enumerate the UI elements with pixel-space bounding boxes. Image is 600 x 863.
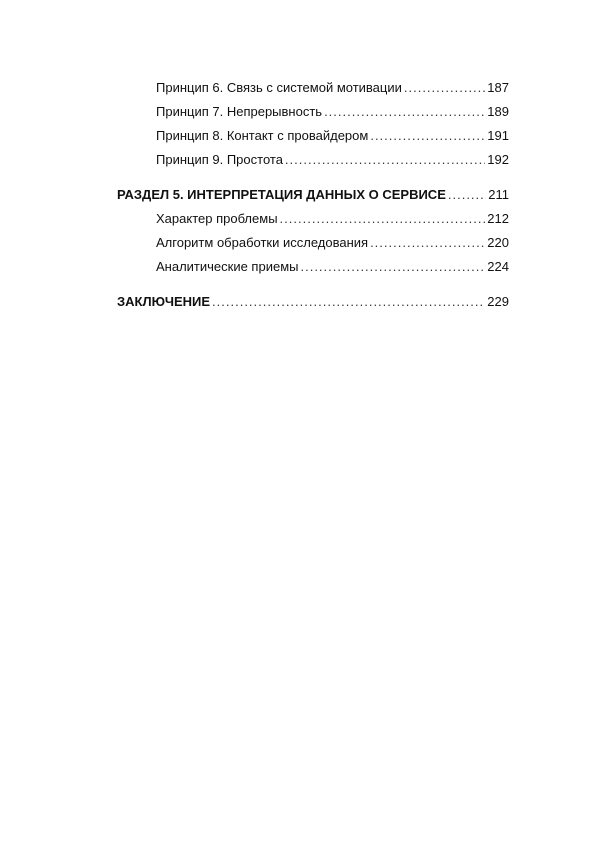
- toc-entry-title: Характер проблемы: [156, 211, 278, 226]
- toc-entry-title: Принцип 6. Связь с системой мотивации: [156, 80, 402, 95]
- toc-entry-title: Принцип 7. Непрерывность: [156, 104, 323, 119]
- toc-entry-principle-8: [156, 128, 509, 144]
- dot-leader: [280, 211, 486, 227]
- toc-page-number: 212: [487, 211, 509, 226]
- toc-entry-principle-6: [156, 80, 509, 96]
- toc-entry-section-5: [117, 187, 509, 203]
- toc-entry-title: Алгоритм обработки исследования: [156, 235, 369, 250]
- dot-leader: [300, 259, 485, 275]
- toc-page-number: 220: [487, 235, 509, 250]
- dot-leader: [404, 80, 485, 96]
- toc-entry-principle-7: [156, 104, 509, 120]
- toc-page-number: 191: [487, 128, 509, 143]
- dot-leader: [370, 235, 485, 251]
- dot-leader: [285, 152, 485, 168]
- toc-page-number: 229: [487, 294, 509, 309]
- toc-entry-problem-nature: [156, 211, 509, 227]
- toc-page-number: 192: [487, 152, 509, 167]
- toc-page-number: 224: [487, 259, 509, 274]
- dot-leader: [324, 104, 485, 120]
- toc-section-title: ЗАКЛЮЧЕНИЕ: [117, 294, 211, 309]
- toc-entry-conclusion: [117, 294, 509, 310]
- toc-entry-title: Аналитические приемы: [156, 259, 299, 274]
- toc-entry-principle-9: [156, 152, 509, 168]
- dot-leader: [448, 187, 486, 203]
- toc-entry-analytic-techniques: [156, 259, 509, 275]
- dot-leader: [370, 128, 485, 144]
- toc-page-number: 189: [487, 104, 509, 119]
- toc-page-number: 211: [488, 187, 509, 202]
- toc-page-number: 187: [487, 80, 509, 95]
- toc-entry-title: Принцип 8. Контакт с провайдером: [156, 128, 369, 143]
- toc-entry-processing-algorithm: [156, 235, 509, 251]
- toc-section-title: РАЗДЕЛ 5. ИНТЕРПРЕТАЦИЯ ДАННЫХ О СЕРВИСЕ: [117, 187, 446, 202]
- dot-leader: [212, 294, 485, 310]
- toc-entry-title: Принцип 9. Простота: [156, 152, 283, 167]
